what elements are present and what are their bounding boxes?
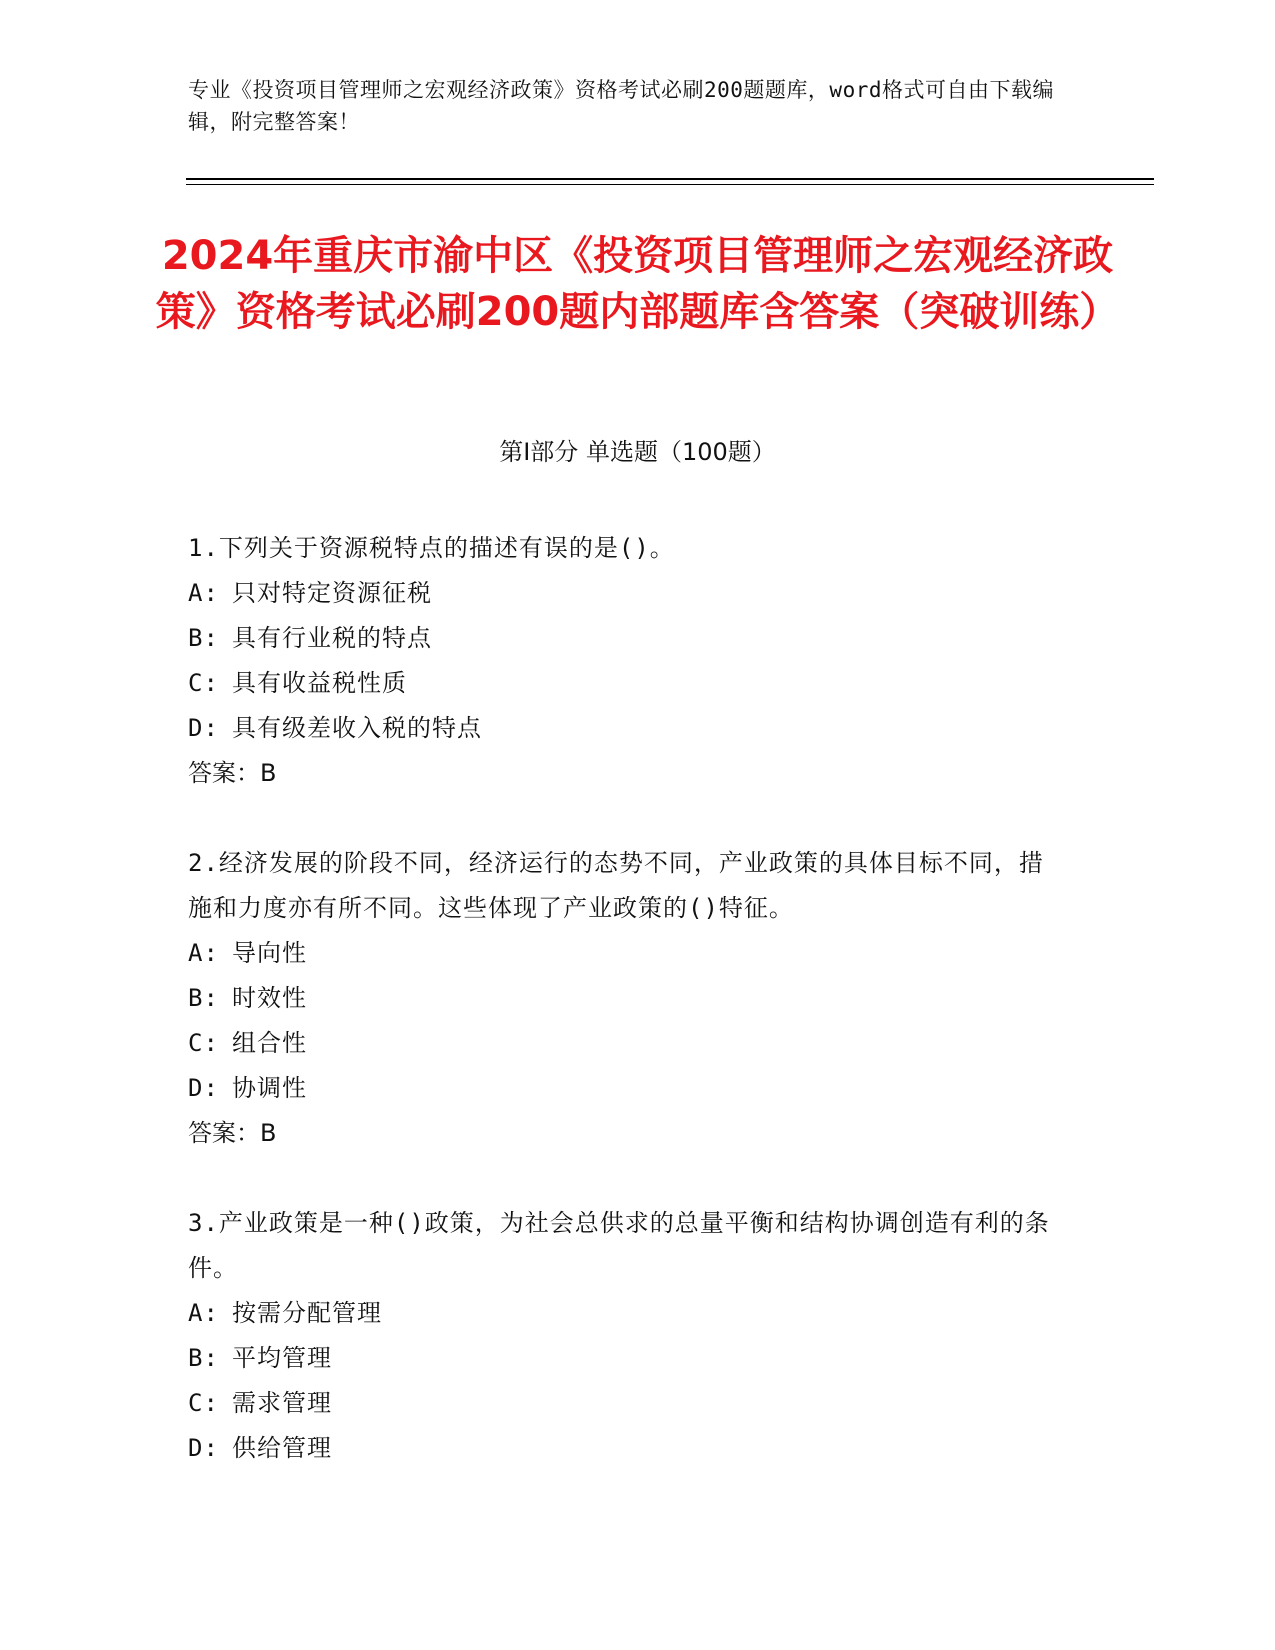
question-item [188,841,1068,1156]
option-text: 具有收益税性质 [232,669,407,697]
option-letter: B: [188,984,219,1012]
question-item [188,526,1068,796]
option-text: 供给管理 [232,1434,332,1462]
option-text: 需求管理 [232,1389,332,1417]
option-text: 具有级差收入税的特点 [232,714,482,742]
option-text: 按需分配管理 [232,1299,382,1327]
answer-option [188,1426,1068,1471]
option-text: 协调性 [232,1074,307,1102]
answer-line [188,1111,1068,1156]
answer-value: B [260,759,277,787]
option-letter: A: [188,939,219,967]
question-item [188,1201,1068,1471]
answer-option [188,976,1068,1021]
answer-option [188,1381,1068,1426]
question-stem: 2.经济发展的阶段不同，经济运行的态势不同，产业政策的具体目标不同，措施和力度亦有所不同。这些体现了产业政策的()特征。 [188,849,1044,922]
option-letter: C: [188,1029,219,1057]
option-letter: D: [188,1074,219,1102]
answer-option [188,1021,1068,1066]
option-text: 导向性 [232,939,307,967]
option-text: 组合性 [232,1029,307,1057]
option-text: 具有行业税的特点 [232,624,432,652]
option-letter: B: [188,1344,219,1372]
question-stem: 3.产业政策是一种()政策，为社会总供求的总量平衡和结构协调创造有利的条件。 [188,1209,1050,1282]
answer-value: B [260,1119,277,1147]
answer-option [188,661,1068,706]
option-letter: A: [188,579,219,607]
section-title: 第I部分 单选题（100题） [499,438,776,466]
option-letter: B: [188,624,219,652]
answer-option [188,706,1068,751]
option-letter: A: [188,1299,219,1327]
answer-line [188,751,1068,796]
answer-option [188,1066,1068,1111]
option-letter: C: [188,669,219,697]
option-text: 平均管理 [232,1344,332,1372]
answer-option [188,571,1068,616]
option-letter: D: [188,1434,219,1462]
answer-label: 答案： [188,1119,260,1147]
answer-option [188,1336,1068,1381]
answer-label: 答案： [188,759,260,787]
option-letter: D: [188,714,219,742]
option-letter: C: [188,1389,219,1417]
option-text: 只对特定资源征税 [232,579,432,607]
header-divider-thin [186,184,1154,185]
header-note: 专业《投资项目管理师之宏观经济政策》资格考试必刷200题题库，word格式可自由下载编辑，附完整答案！ [188,78,1054,134]
document-title: 2024年重庆市渝中区《投资项目管理师之宏观经济政策》资格考试必刷200题内部题库含答案（突破训练） [155,233,1120,335]
answer-option [188,931,1068,976]
answer-option [188,1291,1068,1336]
option-text: 时效性 [232,984,307,1012]
answer-option [188,616,1068,661]
question-stem: 1.下列关于资源税特点的描述有误的是()。 [188,534,675,562]
question-list [188,526,1068,1516]
header-divider-thick [186,178,1154,180]
